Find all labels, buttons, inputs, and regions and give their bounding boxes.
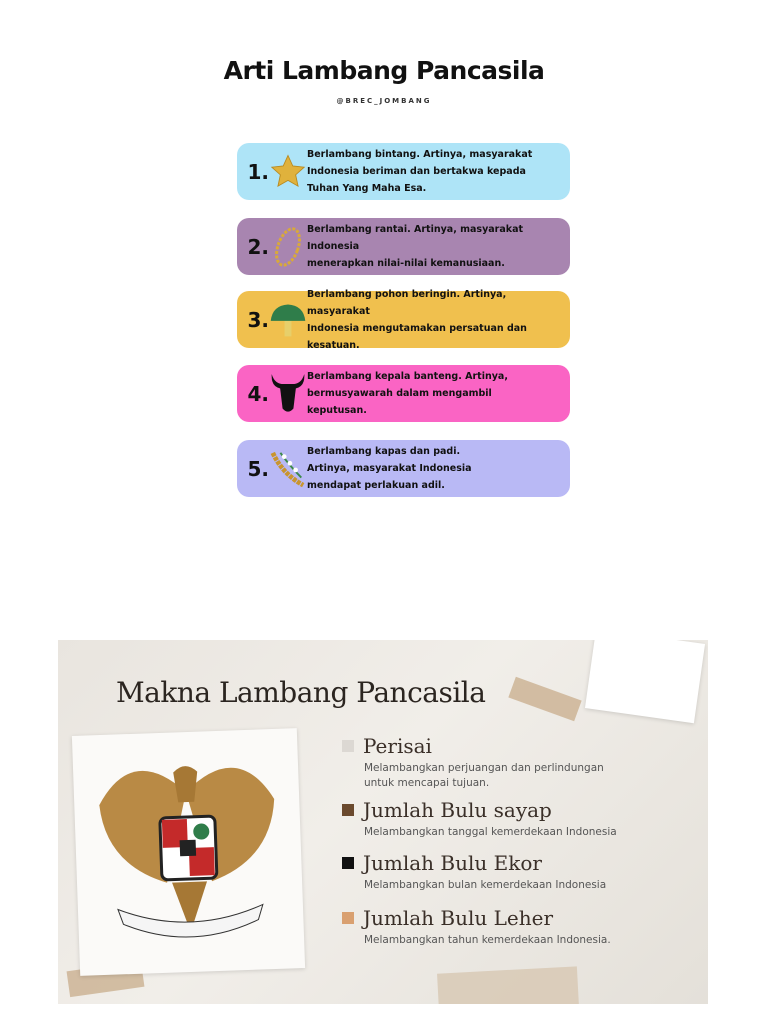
sila-text-line: Berlambang bintang. Artinya, masyarakat: [307, 149, 533, 160]
bullet-square-icon: [342, 857, 354, 869]
sila-text-line: Artinya, masyarakat Indonesia: [307, 463, 472, 474]
garuda-pancasila-emblem: [72, 728, 305, 976]
sila-number: 2.: [247, 234, 269, 259]
sila-card-1: [237, 143, 570, 200]
sila-text-line: mendapat perlakuan adil.: [307, 480, 445, 491]
tape-decoration: [437, 966, 579, 1004]
item-desc: Melambangkan tanggal kemerdekaan Indonesia: [364, 826, 617, 838]
star-icon: [269, 150, 307, 194]
bullet-square-icon: [342, 740, 354, 752]
sila-text-line: menerapkan nilai-nilai kemanusiaan.: [307, 258, 505, 269]
bullet-square-icon: [342, 804, 354, 816]
item-desc: Melambangkan bulan kemerdekaan Indonesia: [364, 879, 607, 891]
makna-lambang-panel: [58, 640, 708, 1004]
paper-scrap-decoration: [585, 640, 705, 723]
sila-text-line: Berlambang kepala banteng. Artinya,: [307, 371, 508, 382]
sila-text-line: keputusan.: [307, 405, 367, 416]
title: Arti Lambang Pancasila: [223, 56, 545, 85]
panel-title: Makna Lambang Pancasila: [116, 676, 486, 709]
sila-text-line: Indonesia mengutamakan persatuan dan kesatuan.: [307, 322, 527, 351]
bullet-square-icon: [342, 912, 354, 924]
makna-item-bulu-sayap: [342, 798, 617, 840]
sila-number: 4.: [247, 381, 269, 406]
banyan-tree-icon: [269, 298, 307, 342]
item-heading: Perisai: [363, 734, 432, 758]
sila-text-line: Berlambang kapas dan padi.: [307, 446, 461, 457]
sila-text-line: Indonesia beriman dan bertakwa kepada: [307, 166, 526, 177]
sila-number: 3.: [247, 307, 269, 332]
makna-item-bulu-ekor: [342, 851, 606, 893]
sila-text-line: bermusyawarah dalam mengambil: [307, 388, 492, 399]
sila-card-3: [237, 288, 570, 351]
sila-text-line: Berlambang pohon beringin. Artinya, masyarakat: [307, 288, 507, 317]
garuda-card: [72, 728, 305, 976]
sila-card-5: [237, 440, 570, 497]
cotton-rice-icon: [269, 447, 307, 491]
item-heading: Jumlah Bulu Ekor: [363, 851, 542, 875]
author-handle: @BREC_JOMBANG: [336, 97, 432, 105]
item-heading: Jumlah Bulu sayap: [363, 798, 552, 822]
sila-card-2: [237, 218, 570, 275]
chain-icon: [269, 225, 307, 269]
item-desc: untuk mencapai tujuan.: [364, 777, 490, 789]
sila-text-line: Berlambang rantai. Artinya, masyarakat Indonesia: [307, 224, 524, 252]
sila-number: 1.: [247, 159, 269, 184]
bull-head-icon: [269, 372, 307, 416]
makna-item-perisai: [342, 734, 604, 791]
makna-item-bulu-leher: [342, 906, 611, 948]
sila-text-line: Tuhan Yang Maha Esa.: [307, 183, 427, 194]
sila-number: 5.: [247, 456, 269, 481]
item-heading: Jumlah Bulu Leher: [363, 906, 554, 930]
sila-card-4: [237, 365, 570, 422]
item-desc: Melambangkan perjuangan dan perlindungan: [364, 762, 604, 774]
tape-decoration: [508, 677, 581, 722]
item-desc: Melambangkan tahun kemerdekaan Indonesia.: [364, 934, 611, 946]
